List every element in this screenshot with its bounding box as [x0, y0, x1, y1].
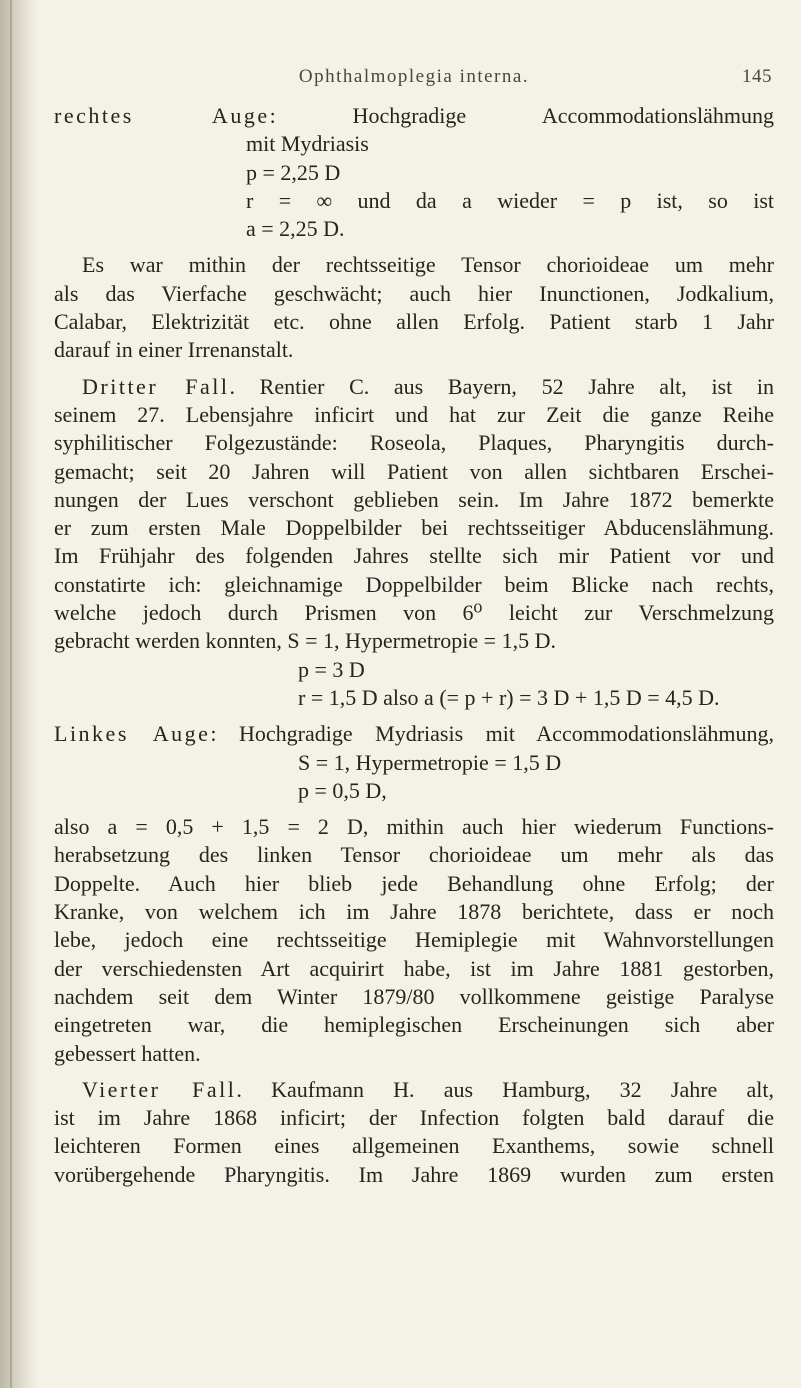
- book-page: [54, 66, 774, 1189]
- text-line: p = 2,25 D: [246, 159, 341, 185]
- text-line: Doppelte. Auch hier blieb jede Behandlung ohne Erfolg; der: [54, 870, 774, 896]
- spaced-heading: Vierter Fall: [82, 1076, 237, 1102]
- paragraph: [54, 720, 774, 805]
- page-number: 145: [742, 66, 772, 87]
- text-line: Linkes Auge: Hochgradige Mydriasis mit Accommodationslähmung,: [54, 721, 774, 747]
- paragraph: [54, 251, 774, 364]
- paragraph: [54, 373, 774, 713]
- book-gutter-shadow: [0, 0, 38, 1388]
- paragraph: [54, 1076, 774, 1189]
- text-line: als das Vierfache geschwächt; auch hier Inunctionen, Jodkalium,: [54, 280, 774, 306]
- spaced-heading: rechtes Auge: [54, 103, 270, 128]
- text-line: S = 1, Hypermetropie = 1,5 D: [298, 749, 562, 775]
- running-header: [54, 66, 774, 96]
- text-line: mit Mydriasis: [246, 131, 369, 157]
- paragraph: [54, 102, 774, 243]
- text-line: Kranke, von welchem ich im Jahre 1878 berichtete, dass er noch: [54, 899, 774, 925]
- text-line: vorübergehende Pharyngitis. Im Jahre 1869 wurden zum ersten: [54, 1161, 774, 1187]
- text-line: Dritter Fall. Rentier C. aus Bayern, 52 Jahre alt, ist in: [82, 373, 774, 399]
- text-line: darauf in einer Irrenanstalt.: [54, 337, 294, 363]
- text-line: welche jedoch durch Prismen von 6⁰ leicht zur Verschmelzung: [54, 600, 774, 626]
- text-line: der verschiedensten Art acquirirt habe, ist im Jahre 1881 gestorben,: [54, 955, 774, 981]
- text-line: seinem 27. Lebensjahre inficirt und hat zur Zeit die ganze Reihe: [54, 401, 774, 427]
- text-line: Calabar, Elektrizität etc. ohne allen Erfolg. Patient starb 1 Jahr: [54, 309, 774, 335]
- text-line: rechtes Auge: Hochgradige Accommodationslähmung: [54, 103, 775, 128]
- paragraph: [54, 813, 774, 1068]
- text-line: herabsetzung des linken Tensor chorioideae um mehr als das: [54, 842, 774, 868]
- spaced-heading: Dritter Fall: [82, 373, 230, 399]
- gutter-fold-line: [10, 0, 12, 1388]
- text-line: Vierter Fall. Kaufmann H. aus Hamburg, 32 Jahre alt,: [82, 1076, 774, 1102]
- text-line: nungen der Lues verschont geblieben sein. Im Jahre 1872 bemerkte: [54, 486, 774, 512]
- text-line: r = 1,5 D also a (= p + r) = 3 D + 1,5 D = 4,5 D.: [298, 684, 720, 710]
- text-line: Im Frühjahr des folgenden Jahres stellte sich mir Patient vor und: [54, 543, 774, 569]
- text-line: constatirte ich: gleichnamige Doppelbilder beim Blicke nach rechts,: [54, 571, 774, 597]
- text-line: syphilitischer Folgezustände: Roseola, Plaques, Pharyngitis durch-: [54, 430, 774, 456]
- text-line: p = 3 D: [298, 656, 365, 682]
- text-line: r = ∞ und da a wieder = p ist, so ist: [246, 187, 774, 213]
- text-line: leichteren Formen eines allgemeinen Exanthems, sowie schnell: [54, 1133, 774, 1159]
- body-text: [54, 102, 774, 1189]
- text-line: lebe, jedoch eine rechtsseitige Hemiplegie mit Wahnvorstellungen: [54, 927, 774, 953]
- text-line: a = 2,25 D.: [246, 216, 345, 242]
- text-line: gebracht werden konnten, S = 1, Hypermetropie = 1,5 D.: [54, 628, 556, 654]
- running-title: Ophthalmoplegia interna.: [298, 66, 530, 87]
- spaced-heading: Linkes Auge: [54, 721, 211, 747]
- text-line: er zum ersten Male Doppelbilder bei rechtsseitiger Abducenslähmung.: [54, 515, 774, 541]
- text-line: also a = 0,5 + 1,5 = 2 D, mithin auch hier wiederum Functions-: [54, 814, 774, 840]
- text-line: p = 0,5 D,: [298, 777, 387, 803]
- text-line: gebessert hatten.: [54, 1040, 201, 1066]
- text-line: nachdem seit dem Winter 1879/80 vollkommene geistige Paralyse: [54, 983, 774, 1009]
- text-line: eingetreten war, die hemiplegischen Erscheinungen sich aber: [54, 1012, 774, 1038]
- text-line: gemacht; seit 20 Jahren will Patient von allen sichtbaren Erschei-: [54, 458, 774, 484]
- text-line: ist im Jahre 1868 inficirt; der Infection folgten bald darauf die: [54, 1105, 774, 1131]
- text-line: Es war mithin der rechtsseitige Tensor chorioideae um mehr: [82, 252, 774, 278]
